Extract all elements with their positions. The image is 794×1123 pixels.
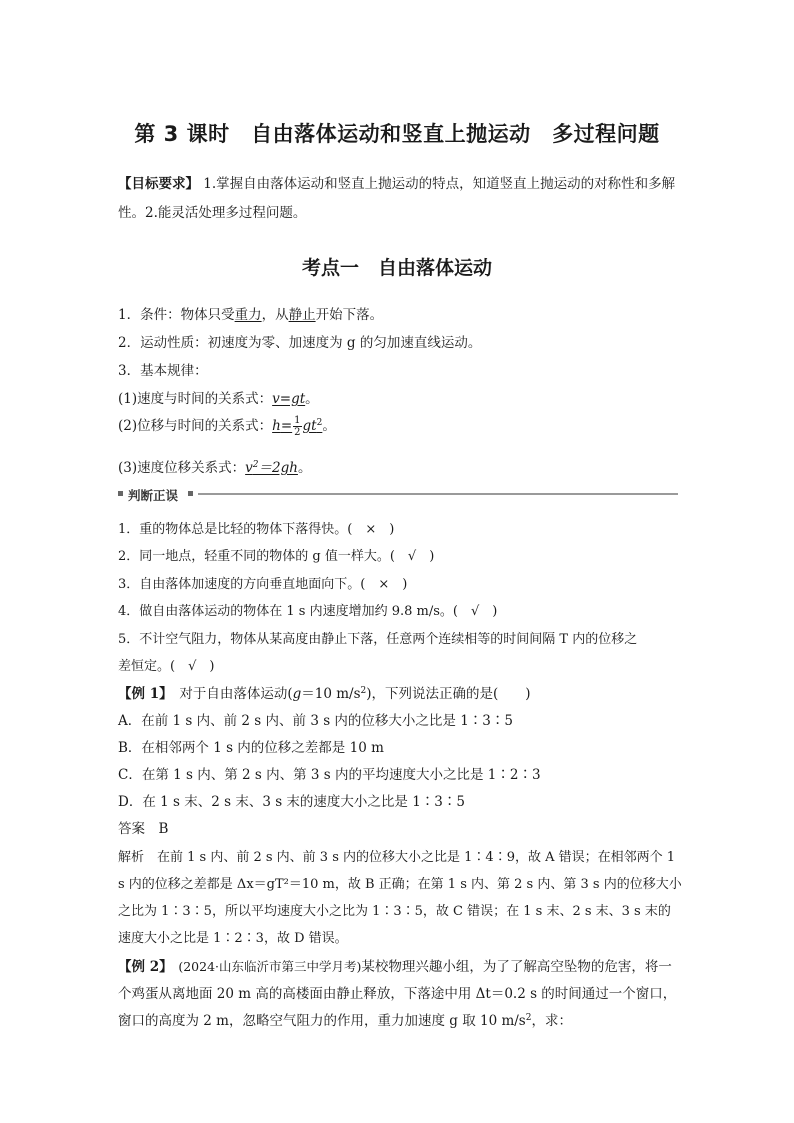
underline-gravity: 重力	[234, 307, 262, 323]
example-1-stem-mid: ＝10 m/s	[301, 686, 361, 702]
example-2-exp: 2	[525, 1013, 532, 1023]
formula-velocity-end: 。	[305, 391, 319, 407]
judge-item: 4．做自由落体运动的物体在 1 s 内速度增加约 9.8 m/s。( √ )	[118, 604, 498, 619]
objective-text-1: 1.掌握自由落体运动和竖直上抛运动的特点，知道竖直上抛运动的对称性和多解	[199, 176, 676, 192]
option-d: D．在 1 s 末、2 s 末、3 s 末的速度大小之比是 1∶3∶5	[118, 794, 465, 810]
fraction-half	[293, 415, 301, 438]
example-1-exp: 2	[360, 686, 367, 696]
point-condition-text: 1．条件：物体只受	[118, 307, 235, 323]
analysis-line: 速度大小之比是 1∶2∶3，故 D 错误。	[118, 931, 348, 946]
example-2-line-1	[118, 955, 672, 975]
analysis-line: 解析 在前 1 s 内、前 2 s 内、前 3 s 内的位移大小之比是 1∶4∶9，故 A 错误；在相邻两个 1	[118, 850, 676, 865]
judge-header	[118, 486, 678, 502]
square-bullet-icon	[118, 491, 123, 496]
point-motion-nature: 2．运动性质：初速度为零、加速度为 g 的匀加速直线运动。	[118, 335, 482, 351]
example-2-line-3	[118, 1009, 572, 1029]
lesson-title: 第 3 课时 自由落体运动和竖直上抛运动 多过程问题	[134, 122, 660, 146]
option-c: C．在第 1 s 内、第 2 s 内、第 3 s 内的平均速度大小之比是 1∶2∶3	[118, 767, 541, 783]
formula-displacement-end: 。	[322, 418, 336, 434]
example-1-stem	[118, 682, 531, 702]
formula-v: v	[245, 460, 253, 476]
judge-label: 判断正误	[128, 488, 179, 503]
formula-displacement-label: (2)位移与时间的关系式：	[118, 418, 273, 434]
answer: 答案 B	[118, 821, 169, 837]
formula-velocity-label: (1)速度与时间的关系式：	[118, 391, 273, 407]
formula-vd-end: 。	[297, 460, 312, 476]
formula-vd-rest: ＝2gh	[258, 460, 298, 476]
formula-h: h	[272, 418, 281, 434]
judge-item: 5．不计空气阻力，物体从某高度由静止下落，任意两个连续相等的时间间隔 T 内的位移之	[118, 632, 638, 647]
example-2-text-3-end: ，求：	[531, 1013, 572, 1029]
example-2-label: 【例 2】	[118, 959, 166, 975]
judge-item: 3．自由落体加速度的方向垂直地面向下。( × )	[118, 577, 408, 592]
analysis-line: s 内的位移之差都是 Δx＝gT²＝10 m，故 B 正确；在第 1 s 内、第 2 s 内、第 3 s 内的位移大小	[118, 877, 682, 892]
objective-line-2: 性。2.能灵活处理多过程问题。	[118, 205, 307, 221]
formula-vd-label: (3)速度位移关系式：	[118, 460, 246, 476]
example-1-label: 【例 1】	[118, 686, 166, 702]
section-title: 考点一 自由落体运动	[301, 257, 492, 279]
underline-rest: 静止	[288, 307, 316, 323]
formula-displacement-time	[118, 414, 336, 438]
fraction-denominator: 2	[294, 427, 301, 438]
formula-eq: =	[280, 418, 293, 434]
formula-displacement	[272, 415, 323, 438]
judge-item: 差恒定。( √ )	[118, 659, 215, 674]
point-condition-mid: ，从	[261, 307, 289, 323]
analysis-line: 之比为 1∶3∶5，所以平均速度大小之比为 1∶3∶5，故 C 错误；在 1 s 末、2 s 末、3 s 末的	[118, 904, 671, 919]
formula-exp: 2	[316, 418, 323, 428]
point-basic-laws: 3．基本规律：	[118, 363, 208, 379]
example-2-line-2: 个鸡蛋从离地面 20 m 高的高楼面由静止释放，下落途中用 Δt＝0.2 s 的时间通过一个窗口，	[118, 986, 677, 1002]
example-2-text-3: 窗口的高度为 2 m，忽略空气阻力的作用，重力加速度 g 取 10 m/s	[118, 1013, 526, 1029]
formula-vd	[245, 460, 298, 476]
point-condition	[118, 303, 383, 323]
objective-label: 【目标要求】	[118, 176, 199, 192]
objective-line-1	[118, 172, 675, 192]
option-b: B．在相邻两个 1 s 内的位移之差都是 10 m	[118, 740, 384, 756]
judge-item: 2．同一地点，轻重不同的物体的 g 值一样大。( √ )	[118, 549, 435, 564]
divider-line	[198, 493, 678, 495]
example-1-stem-pre: 对于自由落体运动(	[165, 686, 293, 702]
formula-v-exp: 2	[252, 460, 259, 470]
point-condition-end: 开始下落。	[315, 307, 384, 323]
judge-item: 1．重的物体总是比轻的物体下落得快。( × )	[118, 522, 395, 537]
formula-velocity: v=gt	[272, 391, 306, 407]
example-1-stem-post: )，下列说法正确的是( )	[366, 686, 531, 702]
example-2-text-1: 某校物理兴趣小组，为了了解高空坠物的危害，将一	[361, 959, 672, 975]
formula-gt: gt	[302, 418, 317, 434]
square-dot-icon	[188, 491, 193, 496]
option-a: A．在前 1 s 内、前 2 s 内、前 3 s 内的位移大小之比是 1∶3∶5	[118, 713, 513, 729]
fraction-numerator: 1	[294, 415, 301, 426]
formula-velocity-time	[118, 387, 319, 407]
example-2-source: (2024·山东临沂市第三中学月考)	[165, 959, 362, 974]
formula-velocity-displacement	[118, 456, 311, 476]
example-1-g: g	[292, 686, 302, 702]
